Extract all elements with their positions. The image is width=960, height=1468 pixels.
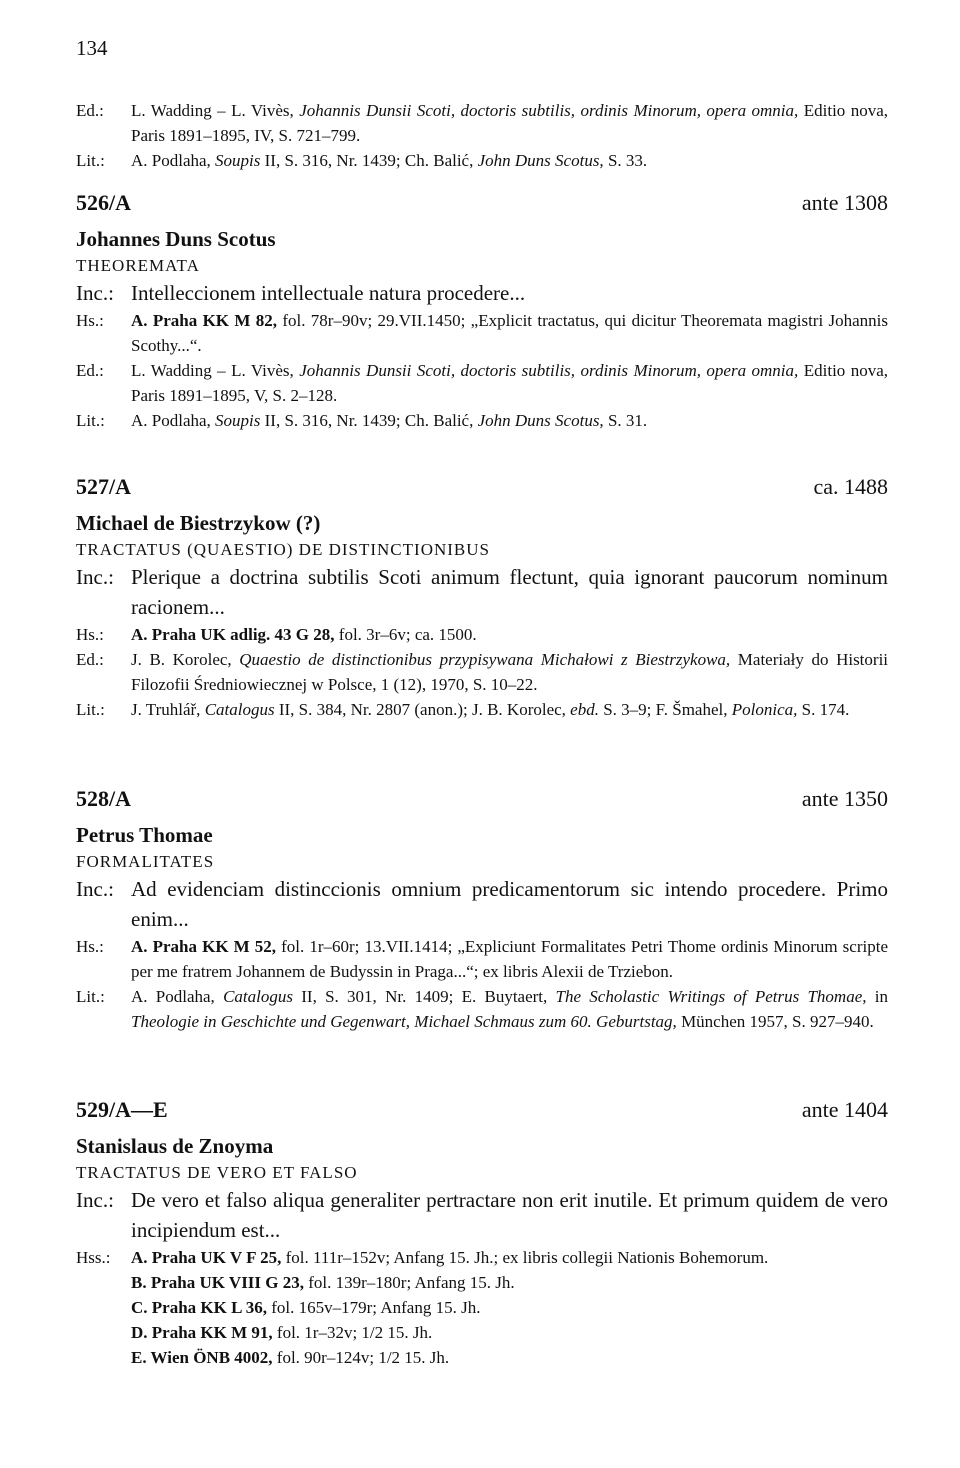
manuscript-item	[131, 1270, 888, 1295]
ed-label: Ed.:	[76, 650, 104, 669]
ed-row	[76, 647, 888, 697]
inc-label: Inc.:	[76, 877, 114, 901]
hs-row	[76, 308, 888, 358]
incipit: Plerique a doctrina subtilis Scoti animum flectunt, quia ignorant paucorum nominum racionem...	[131, 565, 888, 619]
lit-title-2: John Duns Scotus,	[477, 411, 604, 430]
lit-label: Lit.:	[76, 700, 105, 719]
lit-rest-2: S. 31.	[607, 411, 648, 430]
hs-label: Hs.:	[76, 937, 104, 956]
lit-author: A. Podlaha,	[131, 411, 211, 430]
page-number: 134	[76, 36, 108, 60]
inc-label: Inc.:	[76, 1188, 114, 1212]
entry-date: ante 1404	[801, 1097, 888, 1122]
entry-number: 528/A	[76, 786, 131, 811]
lit-rest: II, S. 316, Nr. 1439; Ch. Balić,	[264, 411, 474, 430]
manuscript-shelfmark: A. Praha KK M 52,	[131, 937, 277, 956]
entry-title: TRACTATUS DE VERO ET FALSO	[76, 1163, 358, 1182]
entry-header	[76, 474, 888, 508]
entry-title: TRACTATUS (QUAESTIO) DE DISTINCTIONIBUS	[76, 540, 490, 559]
manuscript-shelfmark: E. Wien ÖNB 4002,	[131, 1348, 273, 1367]
inc-label: Inc.:	[76, 565, 114, 589]
entry-title: FORMALITATES	[76, 852, 215, 871]
lit-label: Lit.:	[76, 411, 105, 430]
manuscript-shelfmark: B. Praha UK VIII G 23,	[131, 1273, 305, 1292]
entry-number: 527/A	[76, 474, 131, 499]
lit-author: A. Podlaha,	[131, 987, 215, 1006]
ed-row	[76, 358, 888, 408]
lit-label: Lit.:	[76, 987, 105, 1006]
lit-title: Catalogus	[223, 987, 293, 1006]
entry-number: 526/A	[76, 190, 131, 215]
lit-title-3: Polonica,	[731, 700, 798, 719]
entry-header	[76, 786, 888, 820]
lit-rest-2: S. 3–9; F. Šmahel,	[603, 700, 728, 719]
lit-title: Catalogus	[204, 700, 275, 719]
manuscript-item	[131, 1245, 888, 1270]
lit-rest-2: S. 33.	[607, 151, 648, 170]
lit-rest-3: S. 174.	[801, 700, 850, 719]
ed-rest: Editio nova, Paris 1891–1895, V, S. 2–128.	[131, 361, 889, 405]
lit-title-3: Theologie in Geschichte und Gegenwart, Michael Schmaus zum 60. Geburtstag,	[131, 1012, 677, 1031]
manuscript-details: fol. 90r–124v; 1/2 15. Jh.	[276, 1348, 450, 1367]
hs-label: Hs.:	[76, 311, 104, 330]
lit-title-2: John Duns Scotus,	[477, 151, 604, 170]
lit-rest: II, S. 384, Nr. 2807 (anon.); J. B. Korolec,	[278, 700, 566, 719]
entry-title: THEOREMATA	[76, 256, 200, 275]
incipit: Intelleccionem intellectuale natura procedere...	[131, 281, 526, 305]
entry-author: Johannes Duns Scotus	[76, 227, 276, 251]
manuscript-shelfmark: A. Praha UK adlig. 43 G 28,	[131, 625, 335, 644]
entry-528	[76, 786, 888, 1034]
ed-author: L. Wadding – L. Vivès,	[131, 101, 294, 120]
lit-author: J. Truhlář,	[131, 700, 201, 719]
entry-author: Stanislaus de Znoyma	[76, 1134, 274, 1158]
entry-date: ca. 1488	[813, 474, 888, 499]
entry-author: Michael de Biestrzykow (?)	[76, 511, 321, 535]
entry-author: Petrus Thomae	[76, 823, 213, 847]
entry-529	[76, 1097, 888, 1370]
hss-label: Hss.:	[76, 1248, 111, 1267]
lit-title: Soupis	[215, 411, 261, 430]
lit-rest-3: München 1957, S. 927–940.	[681, 1012, 874, 1031]
manuscript-shelfmark: D. Praha KK M 91,	[131, 1323, 273, 1342]
hss-row	[76, 1245, 888, 1370]
entry-date: ante 1308	[801, 190, 888, 215]
lit-row	[76, 984, 888, 1034]
inc-label: Inc.:	[76, 281, 114, 305]
manuscript-item	[131, 1295, 888, 1320]
ed-row	[76, 98, 888, 148]
lit-title: Soupis	[215, 151, 261, 170]
manuscript-details: fol. 1r–60r; 13.VII.1414; „Expliciunt Formalitates Petri Thome ordinis Minorum scripte per me fratrem Johannem de Budyssin in Praga...“; ex libris Alexii de Trziebon.	[131, 937, 888, 981]
manuscript-shelfmark: A. Praha KK M 82,	[131, 311, 277, 330]
lit-row	[76, 697, 888, 722]
entry-527	[76, 474, 888, 722]
hs-label: Hs.:	[76, 625, 104, 644]
ed-title: Johannis Dunsii Scoti, doctoris subtilis, ordinis Minorum, opera omnia,	[299, 361, 799, 380]
entry-526	[76, 190, 888, 433]
lit-rest-2: in	[874, 987, 888, 1006]
manuscript-shelfmark: A. Praha UK V F 25,	[131, 1248, 282, 1267]
incipit: De vero et falso aliqua generaliter pertractare non erit inutile. Et primum quidem de vero incipiendum est...	[131, 1188, 888, 1242]
incipit: Ad evidenciam distinccionis omnium predicamentorum sic intendo procedere. Primo enim...	[131, 877, 888, 931]
entry-header	[76, 190, 888, 224]
manuscript-details: fol. 111r–152v; Anfang 15. Jh.; ex libris collegii Nationis Bohemorum.	[285, 1248, 769, 1267]
entry-number: 529/A—E	[76, 1097, 168, 1122]
lit-rest: II, S. 316, Nr. 1439; Ch. Balić,	[264, 151, 474, 170]
lit-row	[76, 408, 888, 433]
manuscript-details: fol. 78r–90v; 29.VII.1450; „Explicit tractatus, qui dicitur Theoremata magistri Johannis Scothy...“.	[131, 311, 889, 355]
lit-author: A. Podlaha,	[131, 151, 211, 170]
ed-rest: Materiały do Historii Filozofii Średniowiecznej w Polsce, 1 (12), 1970, S. 10–22.	[131, 650, 889, 694]
ed-rest: Editio nova, Paris 1891–1895, IV, S. 721–799.	[131, 101, 889, 145]
lit-row	[76, 148, 888, 173]
manuscript-item	[131, 1320, 888, 1345]
manuscript-details: fol. 1r–32v; 1/2 15. Jh.	[276, 1323, 433, 1342]
hs-row	[76, 622, 888, 647]
manuscript-details: fol. 3r–6v; ca. 1500.	[338, 625, 477, 644]
ed-author: L. Wadding – L. Vivès,	[131, 361, 294, 380]
inc-row	[76, 278, 888, 308]
manuscript-shelfmark: C. Praha KK L 36,	[131, 1298, 268, 1317]
prev-entry	[76, 98, 888, 173]
lit-title-2: The Scholastic Writings of Petrus Thomae,	[555, 987, 867, 1006]
entry-header	[76, 1097, 888, 1131]
lit-rest: II, S. 301, Nr. 1409; E. Buytaert,	[301, 987, 548, 1006]
manuscript-details: fol. 165v–179r; Anfang 15. Jh.	[271, 1298, 481, 1317]
inc-row	[76, 874, 888, 934]
ed-author: J. B. Korolec,	[131, 650, 232, 669]
hs-row	[76, 934, 888, 984]
manuscript-item	[131, 1345, 888, 1370]
inc-row	[76, 1185, 888, 1245]
lit-label: Lit.:	[76, 151, 105, 170]
ed-label: Ed.:	[76, 361, 104, 380]
ed-title: Quaestio de distinctionibus przypisywana Michałowi z Biestrzykowa,	[239, 650, 731, 669]
entry-date: ante 1350	[801, 786, 888, 811]
ed-label: Ed.:	[76, 101, 104, 120]
lit-title-2: ebd.	[570, 700, 599, 719]
manuscript-details: fol. 139r–180r; Anfang 15. Jh.	[308, 1273, 515, 1292]
inc-row	[76, 562, 888, 622]
ed-title: Johannis Dunsii Scoti, doctoris subtilis, ordinis Minorum, opera omnia,	[299, 101, 799, 120]
